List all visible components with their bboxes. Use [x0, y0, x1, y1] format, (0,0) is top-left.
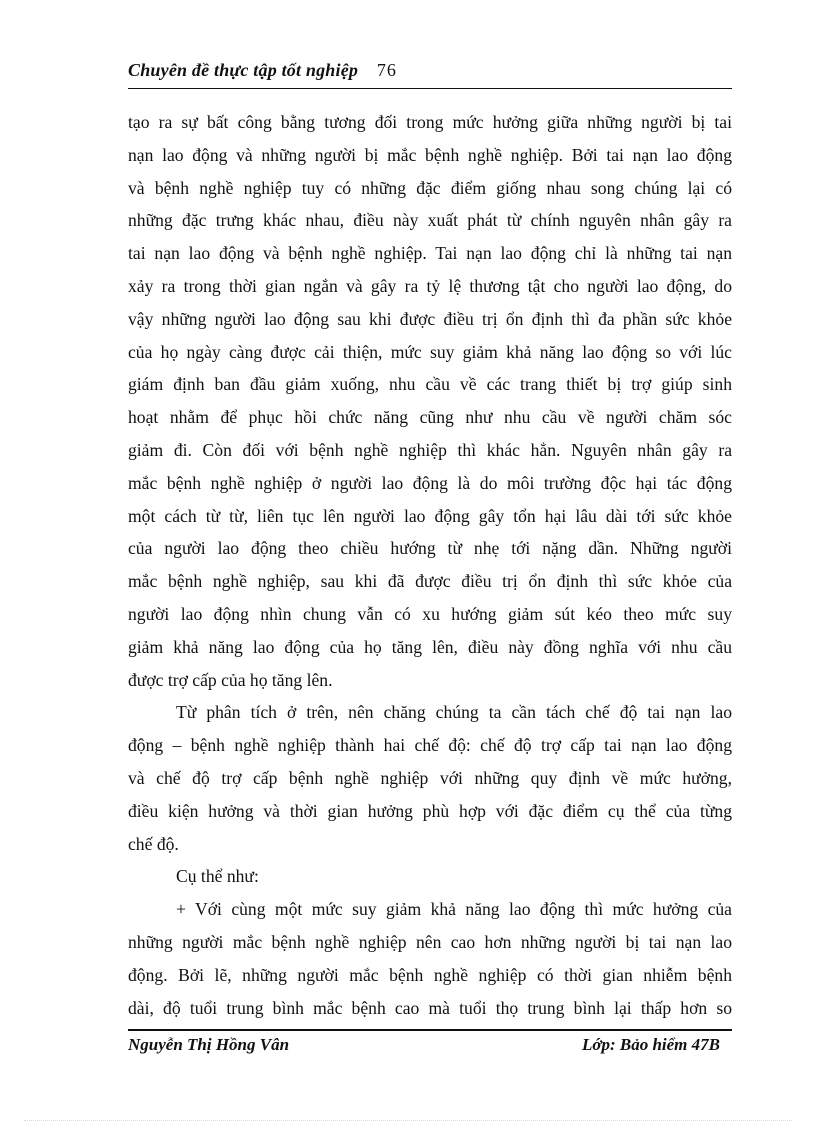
body-line: Từ phân tích ở trên, nên chăng chúng ta cần tách chế độ tai nạn lao	[176, 702, 732, 723]
body-line: những đặc trưng khác nhau, điều này xuất phát từ chính nguyên nhân gây ra	[128, 210, 732, 231]
body-line: nạn lao động và những người bị mắc bệnh nghề nghiệp. Bởi tai nạn lao động	[128, 144, 732, 165]
footer-class: Lớp: Bảo hiểm 47B	[581, 1035, 720, 1054]
body-line: động. Bởi lẽ, những người mắc bệnh nghề nghiệp có thời gian nhiễm bệnh	[128, 964, 732, 985]
body-line: được trợ cấp của họ tăng lên.	[128, 669, 333, 690]
body-line: + Với cùng một mức suy giảm khả năng lao động thì mức hưởng của	[176, 899, 732, 920]
page-footer	[128, 1035, 720, 1055]
body-line: hoạt nhằm để phục hồi chức năng cũng như nhu cầu về người chăm sóc	[128, 407, 732, 428]
body-line: của họ ngày càng được cải thiện, mức suy giảm khả năng lao động so với lúc	[128, 341, 732, 362]
body-line: xảy ra trong thời gian ngắn và gây ra tỷ lệ thương tật cho người lao động, do	[128, 275, 732, 296]
body-line: những người mắc bệnh nghề nghiệp nên cao hơn những người bị tai nạn lao	[128, 931, 732, 952]
page-number: 76	[376, 60, 397, 80]
body-line: tạo ra sự bất công bằng tương đối trong mức hưởng giữa những người bị tai	[128, 112, 732, 132]
body-line: điều kiện hưởng và thời gian hưởng phù hợp với đặc điểm cụ thể của từng	[128, 800, 732, 821]
body-line: giảm đi. Còn đối với bệnh nghề nghiệp thì khác hẳn. Nguyên nhân gây ra	[128, 439, 732, 460]
body-line: giảm khả năng lao động của họ tăng lên, điều này đồng nghĩa với nhu cầu	[128, 636, 732, 657]
body-line: mắc bệnh nghề nghiệp, sau khi đã được điều trị ổn định thì sức khỏe của	[128, 571, 732, 592]
page-edge-dotted-line	[24, 1120, 792, 1121]
body-line: và bệnh nghề nghiệp tuy có những đặc điểm giống nhau song chúng lại có	[128, 177, 732, 198]
body-text	[128, 106, 732, 1024]
body-line: tai nạn lao động và bệnh nghề nghiệp. Tai nạn lao động chỉ là những tai nạn	[128, 243, 732, 264]
body-line: động – bệnh nghề nghiệp thành hai chế độ: chế độ trợ cấp tai nạn lao động	[128, 735, 732, 756]
body-line: một cách từ từ, liên tục lên người lao động gây tổn hại lâu dài tới sức khỏe	[128, 505, 732, 526]
footer-rule	[128, 1029, 732, 1031]
body-line: vậy những người lao động sau khi được điều trị ổn định thì đa phần sức khỏe	[128, 308, 732, 329]
header-rule	[128, 88, 732, 89]
body-line: chế độ.	[128, 833, 179, 854]
body-line: và chế độ trợ cấp bệnh nghề nghiệp với những quy định về mức hưởng,	[128, 767, 732, 788]
page-header	[128, 60, 732, 88]
footer-author: Nguyễn Thị Hồng Vân	[128, 1035, 290, 1054]
body-line: Cụ thể như:	[176, 866, 259, 887]
body-line: mắc bệnh nghề nghiệp ở người lao động là do môi trường độc hại tác động	[128, 472, 732, 493]
body-line: dài, độ tuổi trung bình mắc bệnh cao mà tuổi thọ trung bình lại thấp hơn so	[128, 997, 732, 1018]
body-line: người lao động nhìn chung vẫn có xu hướng giảm sút kéo theo mức suy	[128, 603, 732, 624]
body-line: giám định ban đầu giảm xuống, nhu cầu về các trang thiết bị trợ giúp sinh	[128, 374, 732, 395]
body-line: của người lao động theo chiều hướng từ nhẹ tới nặng dần. Những người	[128, 538, 732, 559]
header-title: Chuyên đề thực tập tốt nghiệp	[128, 60, 359, 80]
